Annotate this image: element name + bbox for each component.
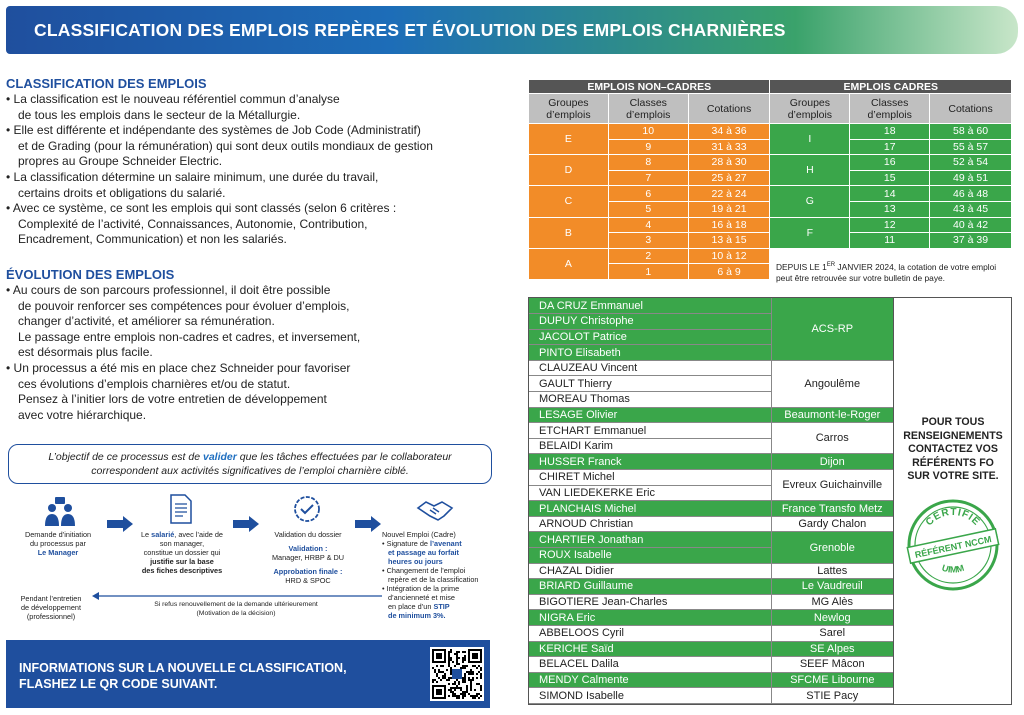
referent-name: DA CRUZ Emmanuel [529, 298, 771, 314]
class-cell: 14 [850, 186, 930, 202]
cotation-cell: 43 à 45 [930, 201, 1012, 217]
non-cadres-header: EMPLOIS NON–CADRES [529, 80, 770, 94]
handshake-icon [416, 496, 454, 524]
class-cell: 15 [850, 170, 930, 186]
bullet-line: certains droits et obligations du salarié. [18, 185, 226, 200]
people-icon [42, 496, 78, 528]
referent-row [529, 454, 893, 470]
class-cell: 12 [850, 217, 930, 233]
bullet-line: ces évolutions d’emplois charnières et/ou de statut. [18, 376, 291, 391]
site-name: Lattes [771, 563, 893, 579]
bullet-line: • Avec ce système, ce sont les emplois qui sont classés (selon 6 critères : [6, 201, 496, 217]
step-validation: Validation du dossier Validation : Manager, HRBP & DU Approbation finale : HRD & SPOC [271, 530, 345, 585]
left-column [6, 76, 496, 423]
referent-name: GAULT Thierry [529, 376, 771, 392]
referent-row [529, 641, 893, 657]
class-cell: 7 [608, 170, 688, 186]
qr-code-icon[interactable] [430, 647, 484, 701]
site-name: MG Alès [771, 594, 893, 610]
referent-name: SIMOND Isabelle [529, 688, 771, 704]
class-cell: 2 [608, 248, 688, 264]
cadres-header: EMPLOIS CADRES [770, 80, 1012, 94]
step-new-job: Nouvel Emploi (Cadre) • Signature de l’avenant et passage au forfait heures ou jours • Changement de l’emploi repère et de la classification • Intégration de la prime d’ancienneté et mise en place d’un STIP de minimum 3%. [382, 530, 479, 620]
bullet-line: avec votre hiérarchique. [18, 407, 147, 422]
referent-name: MOREAU Thomas [529, 392, 771, 408]
bullet-line: de tous les emplois dans le secteur de la Métallurgie. [18, 107, 301, 122]
class-cell: 16 [850, 155, 930, 171]
referent-name: CHAZAL Didier [529, 563, 771, 579]
site-name: France Transfo Metz [771, 501, 893, 517]
certified-stamp-icon [906, 498, 1000, 592]
site-name: Gardy Chalon [771, 516, 893, 532]
referent-name: MENDY Calmente [529, 672, 771, 688]
site-name: Newlog [771, 610, 893, 626]
evolution-bullets [6, 283, 496, 423]
grid-row [529, 155, 1012, 171]
process-flow [6, 492, 496, 632]
referent-name: ABBELOOS Cyril [529, 625, 771, 641]
class-cell: 5 [608, 201, 688, 217]
refusal-arrow-icon [92, 592, 382, 600]
classification-title: CLASSIFICATION DES EMPLOIS [6, 76, 207, 91]
group-cell: I [770, 124, 850, 155]
referent-name: ARNOUD Christian [529, 516, 771, 532]
group-cell: D [529, 155, 609, 186]
site-name: Beaumont-le-Roger [771, 407, 893, 423]
referent-row [529, 423, 893, 439]
bullet-line: est désormais plus facile. [18, 345, 153, 360]
grid-row [529, 217, 1012, 233]
cotation-cell: 34 à 36 [688, 124, 770, 140]
referent-name: CHARTIER Jonathan [529, 532, 771, 548]
class-cell: 17 [850, 139, 930, 155]
classification-bullets [6, 92, 496, 248]
site-name: Grenoble [771, 532, 893, 563]
referent-row [529, 610, 893, 626]
site-name: Carros [771, 423, 893, 454]
site-name: SEEF Mâcon [771, 657, 893, 673]
site-name: Sarel [771, 625, 893, 641]
site-name: Dijon [771, 454, 893, 470]
bullet-line: de pouvoir renforcer ses compétences pour évoluer d’emplois, [18, 298, 350, 313]
objective-quote: L’objectif de ce processus est de valider que les tâches effectuées par le collaborateur correspondent aux activités significatives de l’emploi charnière ciblé. [8, 444, 492, 484]
referent-row [529, 563, 893, 579]
referent-name: KERICHE Saïd [529, 641, 771, 657]
referent-name: PINTO Elisabeth [529, 345, 771, 361]
classification-table: EMPLOIS NON–CADRES EMPLOIS CADRES Groupes d’emplois Classes d’emplois Cotations Groupes d’emplois Classes d’emplois Cotations E 10 34 à 36 I 18 58 à 60 9 31 à 33 17 55 à 57 D 8 28 à 30 H 16 52 à 54 7 25 à 27 15 49 à 51 C 6 22 à 24 G 14 46 à 48 5 19 à 21 13 43 à 45 B 4 16 à 18 F 12 40 à 42 3 13 à 15 11 37 à 39 A 2 10 à 12 1 6 à 9 [528, 79, 1012, 280]
referent-name: NIGRA Eric [529, 610, 771, 626]
site-name: STIE Pacy [771, 688, 893, 704]
cotation-cell: 46 à 48 [930, 186, 1012, 202]
cotation-cell: 52 à 54 [930, 155, 1012, 171]
class-cell: 8 [608, 155, 688, 171]
cotation-cell: 49 à 51 [930, 170, 1012, 186]
cotation-cell: 22 à 24 [688, 186, 770, 202]
step-initiation: Demande d’initiation du processus par Le Manager [24, 530, 92, 557]
cotation-cell: 55 à 57 [930, 139, 1012, 155]
evolution-title: ÉVOLUTION DES EMPLOIS [6, 266, 175, 282]
cotation-cell: 31 à 33 [688, 139, 770, 155]
cotation-cell: 6 à 9 [688, 264, 770, 280]
cotation-cell: 25 à 27 [688, 170, 770, 186]
referent-name: BRIARD Guillaume [529, 579, 771, 595]
step-dossier: Le salarié, avec l’aide de son manager, constitue un dossier qui justifie sur la base des fiches descriptives [141, 530, 223, 575]
svg-text:RÉFÉRENT NCCM: RÉFÉRENT NCCM [914, 533, 993, 560]
referent-name: CLAUZEAU Vincent [529, 360, 771, 376]
referent-row [529, 657, 893, 673]
page-title: CLASSIFICATION DES EMPLOIS REPÈRES ET ÉVOLUTION DES EMPLOIS CHARNIÈRES [34, 19, 786, 40]
referent-name: CHIRET Michel [529, 470, 771, 486]
bullet-line: Pensez à l’initier lors de votre entretien de développement [18, 392, 327, 407]
referent-row [529, 407, 893, 423]
referent-row [529, 532, 893, 548]
group-cell: B [529, 217, 609, 248]
referent-name: BIGOTIERE Jean-Charles [529, 594, 771, 610]
referent-name: ROUX Isabelle [529, 548, 771, 564]
qr-info-box: INFORMATIONS SUR LA NOUVELLE CLASSIFICATION, FLASHEZ LE QR CODE SUIVANT. [6, 640, 490, 708]
class-cell: 4 [608, 217, 688, 233]
bullet-line: et de Grading (pour la rémunération) qui sont deux outils mondiaux de gestion [18, 138, 433, 153]
referent-row [529, 688, 893, 704]
class-cell: 13 [850, 201, 930, 217]
referent-row [529, 501, 893, 517]
class-cell: 11 [850, 233, 930, 249]
referent-row [529, 516, 893, 532]
group-cell: H [770, 155, 850, 186]
check-badge-icon [292, 494, 322, 524]
bullet-line: • La classification détermine un salaire minimum, une durée du travail, [6, 170, 496, 186]
cotation-cell: 19 à 21 [688, 201, 770, 217]
bullet-line: propres au Groupe Schneider Electric. [18, 154, 223, 169]
site-name: SFCME Libourne [771, 672, 893, 688]
site-name: Angoulême [771, 360, 893, 407]
class-cell: 1 [608, 264, 688, 280]
svg-text:UIMM: UIMM [940, 562, 966, 575]
referent-name: JACOLOT Patrice [529, 329, 771, 345]
class-cell: 18 [850, 124, 930, 140]
referent-name: BELACEL Dalila [529, 657, 771, 673]
referent-row [529, 594, 893, 610]
referent-row [529, 672, 893, 688]
grid-row [529, 124, 1012, 140]
site-name: SE Alpes [771, 641, 893, 657]
cotation-note: DEPUIS LE 1ER JANVIER 2024, la cotation de votre emploi peut être retrouvée sur votre bulletin de paye. [776, 261, 997, 283]
group-cell: E [529, 124, 609, 155]
bullet-line: • La classification est le nouveau référentiel commun d’analyse [6, 92, 496, 108]
refusal-note: Si refus renouvellement de la demande ultérieurement (Motivation de la décision) [154, 601, 318, 617]
bullet-line: Le passage entre emplois non-cadres et cadres, et inversement, [18, 329, 361, 344]
cotation-cell: 13 à 15 [688, 233, 770, 249]
site-name: Le Vaudreuil [771, 579, 893, 595]
class-cell: 3 [608, 233, 688, 249]
bullet-line: Complexité de l’activité, Connaissances, Autonomie, Contribution, [18, 216, 368, 231]
flow-arrow-icon [107, 516, 133, 532]
cotation-cell: 58 à 60 [930, 124, 1012, 140]
flow-arrow-icon [233, 516, 259, 532]
referent-name: DUPUY Christophe [529, 314, 771, 330]
class-cell: 9 [608, 139, 688, 155]
group-cell: G [770, 186, 850, 217]
svg-text:CERTIFIÉ: CERTIFIÉ [923, 506, 983, 529]
cotation-cell: 40 à 42 [930, 217, 1012, 233]
header-banner [6, 6, 1018, 54]
site-name: ACS-RP [771, 298, 893, 360]
contact-message: POUR TOUS RENSEIGNEMENTS CONTACTEZ VOS RÉFÉRENTS FO SUR VOTRE SITE. [903, 416, 1003, 483]
document-icon [169, 494, 193, 524]
bullet-line: • Elle est différente et indépendante des systèmes de Job Code (Administratif) [6, 123, 496, 139]
referent-name: VAN LIEDEKERKE Eric [529, 485, 771, 501]
referent-name: BELAIDI Karim [529, 438, 771, 454]
pending-note: Pendant l’entretien de développement (professionnel) [20, 594, 82, 621]
referent-name: PLANCHAIS Michel [529, 501, 771, 517]
cotation-cell: 10 à 12 [688, 248, 770, 264]
referents-list [528, 297, 1012, 705]
referent-row [529, 625, 893, 641]
cotation-cell: 16 à 18 [688, 217, 770, 233]
referent-name: ETCHART Emmanuel [529, 423, 771, 439]
class-cell: 6 [608, 186, 688, 202]
grid-row [529, 186, 1012, 202]
referent-row [529, 470, 893, 486]
referent-row [529, 579, 893, 595]
site-name: Evreux Guichainville [771, 470, 893, 501]
bullet-line: • Un processus a été mis en place chez Schneider pour favoriser [6, 361, 496, 377]
bullet-line: Encadrement, Communication) et non les salariés. [18, 232, 287, 247]
class-cell: 10 [608, 124, 688, 140]
cotation-cell: 28 à 30 [688, 155, 770, 171]
bullet-line: • Au cours de son parcours professionnel, il doit être possible [6, 283, 496, 299]
flow-arrow-icon [355, 516, 381, 532]
referent-row [529, 298, 893, 314]
group-cell: A [529, 248, 609, 279]
referent-name: HUSSER Franck [529, 454, 771, 470]
referent-row [529, 360, 893, 376]
referent-name: LESAGE Olivier [529, 407, 771, 423]
group-cell: C [529, 186, 609, 217]
bullet-line: changer d’activité, et améliorer sa rémunération. [18, 314, 275, 329]
cotation-cell: 37 à 39 [930, 233, 1012, 249]
group-cell: F [770, 217, 850, 248]
